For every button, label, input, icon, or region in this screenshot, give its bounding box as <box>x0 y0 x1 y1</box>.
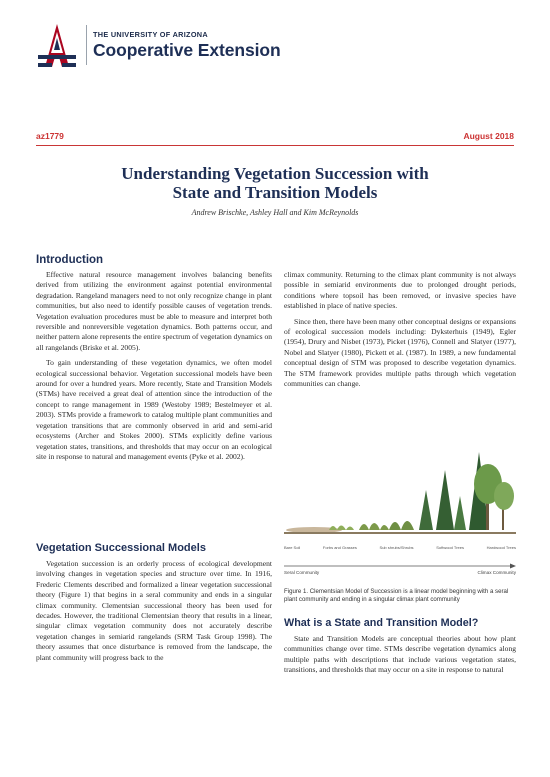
author-list: Andrew Brischke, Ashley Hall and Kim McReynolds <box>191 208 359 217</box>
figure-caption: Figure 1. Clementsian Model of Succession is a linear model beginning with a seral plant community and ending in a singular climax plant community <box>284 588 509 603</box>
vegetation-illustration <box>284 452 516 542</box>
right-column-stm <box>284 634 516 681</box>
heading-vegetation-successional-models: Vegetation Successional Models <box>36 542 206 554</box>
publication-meta <box>36 131 514 143</box>
right-column-top <box>284 270 516 394</box>
university-name: THE UNIVERSITY OF ARIZONA <box>93 29 208 39</box>
stage-label: Softwood Trees <box>436 545 464 550</box>
heading-what-is-stm: What is a State and Transition Model? <box>284 617 479 629</box>
stage-label: Forbs and Grasses <box>322 545 357 550</box>
vsm-paragraph-1: Vegetation succession is an orderly process of ecological development involving changes in vegetation species and structure over time. In 1916, Frederic Clements described and formalized a linear vegetation successional theory (Figure 1) that begins in a seral community and ends in a singular climax community. Clementsian successional theory has been used for decades. However, the traditional Clementsian theory that results in a linear, singular climax vegetation community does not accurately describe vegetation changes in semiarid rangelands (SRM Task Group 1998). The theory assumes that once disturbance is removed from the landscape, the plant community will progress back to the <box>36 559 272 662</box>
stage-label: Sub shrubs/Shrubs <box>379 545 414 550</box>
left-column-intro <box>36 270 272 467</box>
seral-community-label: Seral Community <box>284 570 320 575</box>
intro-paragraph-1: Effective natural resource management involves balancing benefits derived from utilizing the environment against potential environmental degradation. Rangeland managers need to not only recognize change in plant communities, but also need to identify possible causes of vegetation trends. Vegetation evaluation procedures must be able to measure and interpret both reversible and nonreversible vegetation dynamics. Both patterns occur, and neither pattern alone represents the entire spectrum of vegetation dynamics on all rangelands (Briske et al. 2005). <box>36 270 272 352</box>
stage-label: Hardwood Trees <box>486 545 516 550</box>
masthead-divider <box>86 25 87 65</box>
stage-label: Bare Soil <box>284 545 301 550</box>
document-title <box>60 164 490 202</box>
intro-paragraph-2: To gain understanding of these vegetation dynamics, we often model ecological successional behavior. Vegetation successional models have been around for over a hundred years. More recently, State and Transition Models (STMs) have received a great deal of attention since the introduction of the concept to range management in 1989 (Westoby 1989; Bestelmeyer et al. 2003). STMs provide a framework to catalog multiple plant communities and vegetation transitions that are commonly observed in arid and semi-arid ecosystems (Archer and Stokes 2000). STMs explicitly define various vegetation states, transitions, and thresholds that may occur on an ecological site in response to natural and management events (Pyke et al. 2002). <box>36 358 272 461</box>
right-paragraph-2: Since then, there have been many other conceptual designs or expansions of ecological succession models including: Dyksterhuis (1949), Egler (1954), Drury and Nisbet (1973), Picket (1976), Connell and Slatyer (1977), Nobel and Slatyer (1980), Pickett et al. (1987). In 1989, a new fundamental conceptual design of STM was proposed to describe vegetation dynamics. The STM framework provides multiple paths through which vegetation communities can change. <box>284 316 516 389</box>
program-name: Cooperative Extension <box>93 39 281 60</box>
right-paragraph-1: climax community. Returning to the climax plant community is not always possible in semiarid environments due to prolonged drought periods, conditions where topsoil has been removed, or invasive species have established in place of native species. <box>284 270 516 311</box>
university-logo-icon <box>36 22 78 68</box>
masthead <box>36 22 281 68</box>
title-line-2: State and Transition Models <box>172 183 378 202</box>
climax-community-label: Climax Community <box>477 570 516 575</box>
figure-stage-labels <box>284 545 516 550</box>
brand-block <box>93 30 281 61</box>
publication-id: az1779 <box>36 131 64 141</box>
publication-date: August 2018 <box>463 131 514 141</box>
left-column-vsm <box>36 559 272 668</box>
figure-endpoint-labels <box>284 570 516 575</box>
stm-paragraph-1: State and Transition Models are conceptual theories about how plant communities change over time. STMs describe vegetation dynamics along multiple paths with descriptions that include various vegetation states, transitions, and thresholds that may occur on a site in response to natural <box>284 634 516 675</box>
heading-introduction: Introduction <box>36 254 104 266</box>
succession-figure <box>284 438 516 542</box>
meta-divider <box>36 145 514 146</box>
title-line-1: Understanding Vegetation Succession with <box>121 164 429 183</box>
